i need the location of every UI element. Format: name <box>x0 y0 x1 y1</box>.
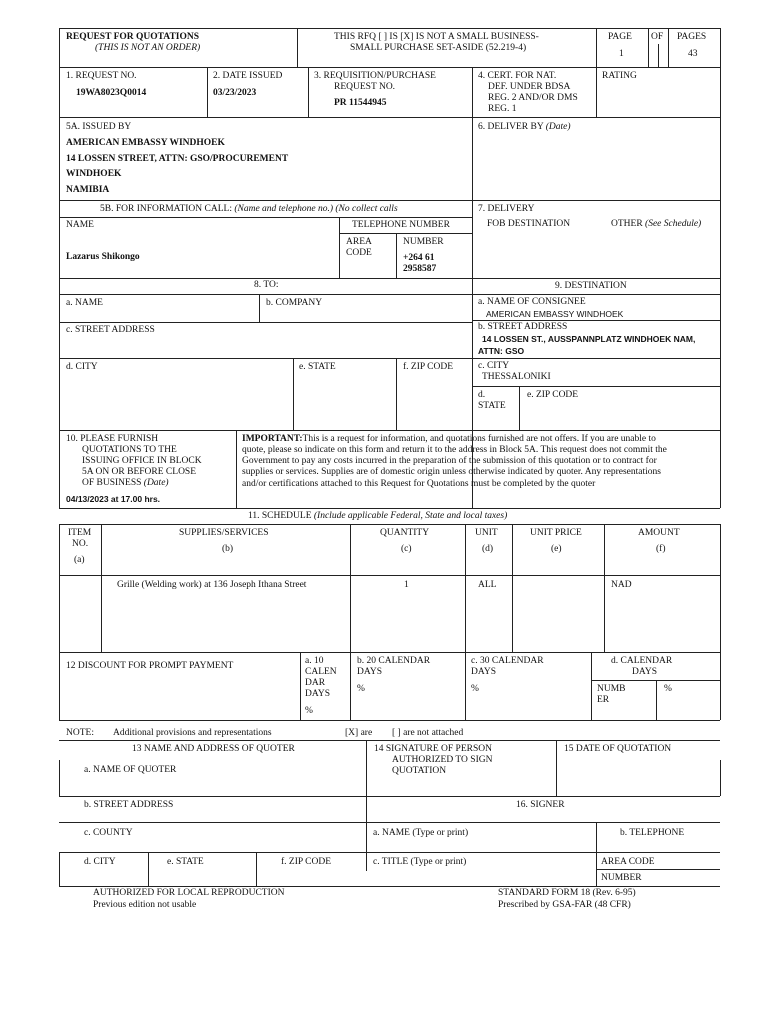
telephone-label: TELEPHONE NUMBER <box>352 220 450 230</box>
note-text: Additional provisions and representations <box>113 728 272 738</box>
fob-destination: FOB DESTINATION <box>487 219 571 229</box>
signer-number-label: NUMBER <box>601 873 642 883</box>
signature-line-1: 14 SIGNATURE OF PERSON <box>374 744 492 754</box>
contact-number-value-2: 2958587 <box>403 264 437 274</box>
col-amount: AMOUNT <box>638 528 680 538</box>
area-code-label-2: CODE <box>346 248 372 258</box>
discount-d-2: DAYS <box>632 667 657 677</box>
col-supplies: SUPPLIES/SERVICES <box>179 528 269 538</box>
requisition-value: PR 11544945 <box>334 98 387 108</box>
issued-by-label: 5A. ISSUED BY <box>66 122 132 132</box>
furnish-line-4: 5A ON OR BEFORE CLOSE <box>82 467 197 477</box>
dest-city-label: c. CITY <box>478 361 510 371</box>
footer-previous-edition: Previous edition not usable <box>93 900 197 910</box>
discount-d-1: d. CALENDAR <box>611 656 673 666</box>
discount-a-5: % <box>305 706 313 716</box>
to-city-label: d. CITY <box>66 362 98 372</box>
small-business-line1: THIS RFQ [ ] IS [X] IS NOT A SMALL BUSINESS- <box>334 32 539 42</box>
important-line-4: supplies or services. Supplies are of domestic origin unless otherwise indicated by quoter. Any representations <box>242 467 661 477</box>
dest-state-label-1: d. <box>478 390 486 400</box>
col-amount-sub: (f) <box>656 544 666 554</box>
furnish-line-5: OF BUSINESS (Date) <box>82 478 169 488</box>
signer-label: 16. SIGNER <box>516 800 565 810</box>
col-unit-sub: (d) <box>482 544 494 554</box>
note-are-not: [ ] are not attached <box>392 728 464 738</box>
area-code-label-1: AREA <box>346 237 372 247</box>
footer-standard-form: STANDARD FORM 18 (Rev. 6-95) <box>498 888 636 898</box>
to-label: 8. TO: <box>254 280 279 290</box>
deliver-by-label: 6. DELIVER BY (Date) <box>478 122 571 132</box>
cert-line-2: DEF. UNDER BDSA <box>488 82 571 92</box>
signer-name-label: a. NAME (Type or print) <box>373 828 469 838</box>
dest-street-value-2: ATTN: GSO <box>478 346 525 356</box>
issued-by-line2: 14 LOSSEN STREET, ATTN: GSO/PROCUREMENT <box>66 154 289 164</box>
to-company-label: b. COMPANY <box>266 298 323 308</box>
destination-label: 9. DESTINATION <box>555 281 627 291</box>
discount-d-5: % <box>664 684 672 694</box>
signer-title-label: c. TITLE (Type or print) <box>373 857 467 867</box>
requisition-label-2: REQUEST NO. <box>334 82 396 92</box>
quotation-date-label: 15 DATE OF QUOTATION <box>564 744 672 754</box>
col-unit: UNIT <box>475 528 498 538</box>
delivery-label: 7. DELIVERY <box>478 204 535 214</box>
signature-line-2: AUTHORIZED TO SIGN <box>392 755 493 765</box>
note-are: [X] are <box>345 728 373 738</box>
contact-name-value: Lazarus Shikongo <box>66 252 140 262</box>
signer-telephone-label: b. TELEPHONE <box>620 828 685 838</box>
issued-by-line3: WINDHOEK <box>66 169 122 179</box>
closing-date-value: 04/13/2023 at 17.00 hrs. <box>66 494 161 504</box>
important-line-3: Government to pay any costs incurred in the preparation of the submission of this quotation or to contract for <box>242 456 657 466</box>
area-code-label: AREA CODE <box>601 857 655 867</box>
footer-reproduction: AUTHORIZED FOR LOCAL REPRODUCTION <box>93 888 285 898</box>
dest-street-value-1: 14 LOSSEN ST., AUSSPANNPLATZ WINDHOEK NAM, <box>482 334 696 344</box>
col-quantity: QUANTITY <box>380 528 430 538</box>
consignee-value: AMERICAN EMBASSY WINDHOEK <box>486 309 624 319</box>
discount-c-3: % <box>471 684 479 694</box>
issued-by-line4: NAMIBIA <box>66 185 110 195</box>
dest-street-label: b. STREET ADDRESS <box>478 322 568 332</box>
quoter-county-label: c. COUNTY <box>84 828 133 838</box>
discount-c-1: c. 30 CALENDAR <box>471 656 544 666</box>
signature-line-3: QUOTATION <box>392 766 447 776</box>
cert-line-4: REG. 1 <box>488 104 517 114</box>
note-label: NOTE: <box>66 728 94 738</box>
discount-a-2: CALEN <box>305 667 337 677</box>
col-unit-price-sub: (e) <box>551 544 562 554</box>
important-line-5: and/or certifications attached to this Request for Quotations must be completed by the quoter <box>242 479 596 489</box>
col-supplies-sub: (b) <box>222 544 234 554</box>
col-item-2: NO. <box>72 539 89 549</box>
to-street-label: c. STREET ADDRESS <box>66 325 155 335</box>
info-name-label: NAME <box>66 220 94 230</box>
discount-b-2: DAYS <box>357 667 382 677</box>
to-zip-label: f. ZIP CODE <box>403 362 454 372</box>
contact-number-value-1: +264 61 <box>403 253 435 263</box>
row-unit-value: ALL <box>478 580 497 590</box>
col-quantity-sub: (c) <box>401 544 412 554</box>
quoter-zip-label: f. ZIP CODE <box>281 857 332 867</box>
furnish-line-2: QUOTATIONS TO THE <box>82 445 177 455</box>
row-supplies-value: Grille (Welding work) at 136 Joseph Ithana Street <box>117 580 307 590</box>
quoter-city-label: d. CITY <box>84 857 116 867</box>
discount-a-3: DAR <box>305 678 326 688</box>
footer-prescribed-by: Prescribed by GSA-FAR (48 CFR) <box>498 900 631 910</box>
discount-b-3: % <box>357 684 365 694</box>
quoter-name-label: a. NAME OF QUOTER <box>84 765 177 775</box>
furnish-line-1: 10. PLEASE FURNISH <box>66 434 159 444</box>
quoter-state-label: e. STATE <box>167 857 204 867</box>
discount-b-1: b. 20 CALENDAR <box>357 656 431 666</box>
consignee-label: a. NAME OF CONSIGNEE <box>478 297 586 307</box>
cert-line-3: REG. 2 AND/OR DMS <box>488 93 578 103</box>
discount-a-4: DAYS <box>305 689 330 699</box>
dest-zip-label: e. ZIP CODE <box>527 390 579 400</box>
quoter-street-label: b. STREET ADDRESS <box>84 800 174 810</box>
number-label: NUMBER <box>403 237 444 247</box>
col-item-3: (a) <box>74 555 85 565</box>
furnish-line-3: ISSUING OFFICE IN BLOCK <box>82 456 202 466</box>
delivery-other: OTHER (See Schedule) <box>611 219 702 229</box>
requisition-label-1: 3. REQUISITION/PURCHASE <box>314 71 436 81</box>
discount-a-1: a. 10 <box>305 656 324 666</box>
dest-city-value: THESSALONIKI <box>482 372 551 382</box>
page-number: 1 <box>619 49 624 59</box>
to-state-label: e. STATE <box>299 362 336 372</box>
col-item-1: ITEM <box>68 528 92 538</box>
discount-d-4: ER <box>597 695 610 705</box>
schedule-label: 11. SCHEDULE (Include applicable Federal, State and local taxes) <box>248 511 508 521</box>
pages-total: 43 <box>688 49 698 59</box>
small-business-line2: SMALL PURCHASE SET-ASIDE (52.219-4) <box>350 43 527 53</box>
important-line-1: IMPORTANT:This is a request for information, and quotations furnished are not offers. If you are unable to <box>242 434 656 444</box>
cert-line-1: 4. CERT. FOR NAT. <box>478 71 557 81</box>
request-no-value: 19WA8023Q0014 <box>76 88 147 98</box>
request-no-label: 1. REQUEST NO. <box>66 71 137 81</box>
pages-label: PAGES <box>677 32 707 42</box>
discount-d-3: NUMB <box>597 684 626 694</box>
form-title: REQUEST FOR QUOTATIONS <box>66 32 200 42</box>
quoter-section-label: 13 NAME AND ADDRESS OF QUOTER <box>132 744 295 754</box>
info-call-label: 5B. FOR INFORMATION CALL: (Name and telephone no.) (No collect calls <box>100 204 398 214</box>
date-issued-value: 03/23/2023 <box>213 88 257 98</box>
row-quantity-value: 1 <box>404 580 409 590</box>
to-name-label: a. NAME <box>66 298 103 308</box>
of-label: OF <box>651 32 664 42</box>
rating-label: RATING <box>602 71 637 81</box>
date-issued-label: 2. DATE ISSUED <box>213 71 283 81</box>
dest-state-label-2: STATE <box>478 401 506 411</box>
important-line-2: quote, please so indicate on this form and return it to the address in Block 5A. This request does not commit the <box>242 445 667 455</box>
issued-by-line1: AMERICAN EMBASSY WINDHOEK <box>66 138 225 148</box>
form-subtitle: (THIS IS NOT AN ORDER) <box>95 43 201 53</box>
col-unit-price: UNIT PRICE <box>530 528 582 538</box>
discount-c-2: DAYS <box>471 667 496 677</box>
row-amount-value: NAD <box>611 580 632 590</box>
discount-label: 12 DISCOUNT FOR PROMPT PAYMENT <box>66 661 234 671</box>
page-label: PAGE <box>608 32 632 42</box>
